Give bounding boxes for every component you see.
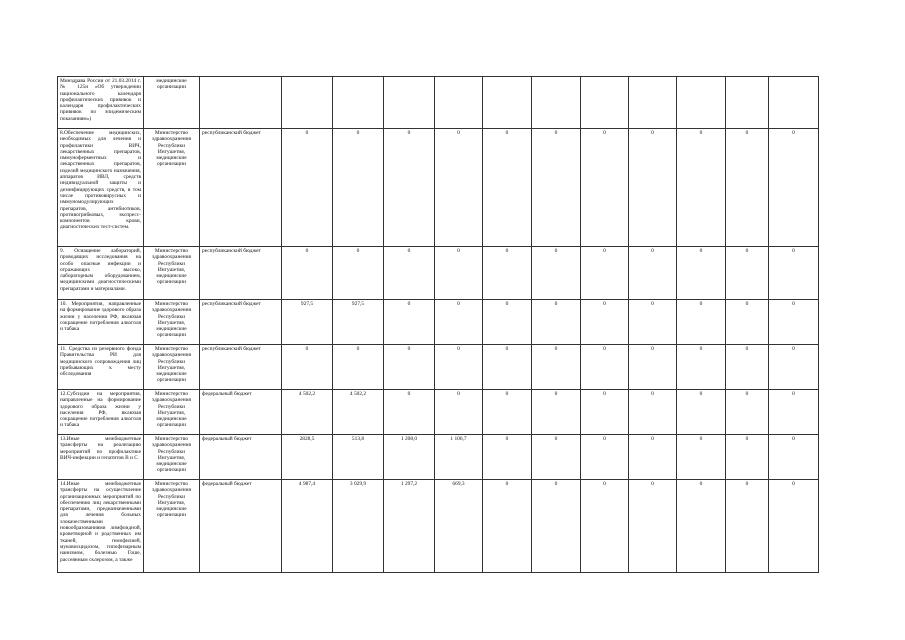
table-row: [58, 247, 819, 300]
value-cell: 1 297,2: [384, 480, 435, 573]
value-cell: 0: [532, 390, 581, 435]
value-cell: [677, 77, 726, 129]
value-cell: 4 987,4: [282, 480, 333, 573]
value-cell: 0: [333, 129, 384, 247]
value-cell: 0: [677, 247, 726, 300]
value-cell: 0: [532, 247, 581, 300]
funding-source-cell: федеральный бюджет: [200, 480, 282, 573]
value-cell: 0: [677, 480, 726, 573]
value-cell: 0: [384, 300, 435, 345]
executor-cell: Министерство здравоохранения Республики Ингушетия, медицинские организации: [144, 390, 200, 435]
funding-source-cell: республиканский бюджет: [200, 129, 282, 247]
value-cell: 0: [483, 300, 532, 345]
value-cell: 0: [532, 480, 581, 573]
table-row: [58, 300, 819, 345]
value-cell: 0: [629, 247, 677, 300]
value-cell: [629, 77, 677, 129]
funding-source-cell: федеральный бюджет: [200, 435, 282, 480]
value-cell: 2828,5: [282, 435, 333, 480]
value-cell: 0: [282, 345, 333, 390]
value-cell: 0: [726, 300, 769, 345]
table-row: [58, 480, 819, 573]
value-cell: [532, 77, 581, 129]
measure-description-cell: 9. Оснащение лабораторий, проводящих исследования на особо опасные инфекции и отражающих высоко, лабораторным оборудованием, медицинскими диагностическими препаратами и материалами.: [58, 247, 144, 300]
measure-description-cell: 14.Иные межбюджетные трансферты на осуществление организационных мероприятий по обеспечению лиц лекарственными препаратами, предназначенными для лечения больных злокачественными новообразованиями лимфоидной, кроветворной и родственных им тканей, гемофилией, муковисцидозом, гипофизарным нанизмом, болезнью Гоше, рассеянным склерозом, а также: [58, 480, 144, 573]
measure-description-cell: Минздрава России от 21.03.2014 г. № 125н «Об утверждении национального календаря профилактических прививок и календаря профилактических прививок по эпидемическим показаниям»): [58, 77, 144, 129]
value-cell: 0: [333, 247, 384, 300]
value-cell: 0: [435, 345, 483, 390]
value-cell: 0: [629, 345, 677, 390]
value-cell: 0: [629, 390, 677, 435]
value-cell: 927,5: [333, 300, 384, 345]
value-cell: 0: [769, 247, 819, 300]
value-cell: [333, 77, 384, 129]
value-cell: 0: [483, 129, 532, 247]
value-cell: 0: [333, 345, 384, 390]
table-row: [58, 435, 819, 480]
table-body: [58, 77, 819, 573]
value-cell: [769, 77, 819, 129]
value-cell: 0: [769, 345, 819, 390]
funding-source-cell: [200, 77, 282, 129]
value-cell: 4 502,2: [333, 390, 384, 435]
value-cell: 0: [435, 300, 483, 345]
value-cell: 0: [483, 247, 532, 300]
executor-cell: Министерство здравоохранения Республики Ингушетия, медицинские организации: [144, 435, 200, 480]
value-cell: 0: [532, 300, 581, 345]
value-cell: [384, 77, 435, 129]
value-cell: 0: [629, 300, 677, 345]
value-cell: 0: [769, 300, 819, 345]
value-cell: 0: [769, 390, 819, 435]
value-cell: 0: [532, 129, 581, 247]
value-cell: 0: [435, 390, 483, 435]
value-cell: 0: [677, 300, 726, 345]
value-cell: 0: [483, 435, 532, 480]
executor-cell: Министерство здравоохранения Республики Ингушетия, медицинские организации: [144, 480, 200, 573]
value-cell: 0: [384, 129, 435, 247]
value-cell: 0: [677, 435, 726, 480]
table-row: [58, 345, 819, 390]
value-cell: 0: [629, 129, 677, 247]
funding-source-cell: республиканский бюджет: [200, 300, 282, 345]
value-cell: 0: [769, 435, 819, 480]
funding-source-cell: федеральный бюджет: [200, 390, 282, 435]
value-cell: 3 029,9: [333, 480, 384, 573]
value-cell: [435, 77, 483, 129]
value-cell: 1 208,0: [384, 435, 435, 480]
value-cell: 0: [282, 129, 333, 247]
executor-cell: Министерство здравоохранения Республики Ингушетия, медицинские организации: [144, 129, 200, 247]
table-row: [58, 77, 819, 129]
value-cell: 0: [581, 480, 629, 573]
value-cell: 0: [384, 247, 435, 300]
value-cell: 0: [581, 129, 629, 247]
value-cell: 669,3: [435, 480, 483, 573]
funding-source-cell: республиканский бюджет: [200, 345, 282, 390]
value-cell: [581, 77, 629, 129]
value-cell: 0: [677, 390, 726, 435]
value-cell: 0: [629, 480, 677, 573]
value-cell: 0: [384, 345, 435, 390]
value-cell: 0: [769, 480, 819, 573]
value-cell: 0: [581, 300, 629, 345]
value-cell: 0: [581, 247, 629, 300]
value-cell: 0: [769, 129, 819, 247]
value-cell: 0: [435, 247, 483, 300]
value-cell: 0: [581, 345, 629, 390]
value-cell: 0: [677, 345, 726, 390]
value-cell: 927,5: [282, 300, 333, 345]
table-row: [58, 390, 819, 435]
value-cell: 0: [483, 345, 532, 390]
value-cell: [282, 77, 333, 129]
value-cell: 0: [435, 129, 483, 247]
value-cell: 0: [581, 435, 629, 480]
value-cell: 0: [483, 480, 532, 573]
value-cell: 0: [384, 390, 435, 435]
measure-description-cell: 10. Мероприятия, направленные на формирование здорового образа жизни у населения РФ, включая сокращение потребления алкоголя и табака: [58, 300, 144, 345]
value-cell: 0: [581, 390, 629, 435]
value-cell: 0: [726, 480, 769, 573]
executor-cell: Министерство здравоохранения Республики Ингушетия, медицинские организации: [144, 300, 200, 345]
executor-cell: Министерство здравоохранения Республики Ингушетия, медицинские организации: [144, 247, 200, 300]
value-cell: 0: [629, 435, 677, 480]
value-cell: [483, 77, 532, 129]
value-cell: [726, 77, 769, 129]
value-cell: 0: [726, 247, 769, 300]
table-row: [58, 129, 819, 247]
value-cell: 0: [483, 390, 532, 435]
funding-source-cell: республиканский бюджет: [200, 247, 282, 300]
measure-description-cell: 13.Иные межбюджетные трансферты на реализацию мероприятий по профилактике ВИЧ-инфекции и гепатитов В и С: [58, 435, 144, 480]
value-cell: 513,8: [333, 435, 384, 480]
value-cell: 0: [726, 435, 769, 480]
value-cell: 0: [282, 247, 333, 300]
budget-table: [57, 76, 819, 573]
executor-cell: Министерство здравоохранения Республики Ингушетия, медицинские организации: [144, 345, 200, 390]
value-cell: 0: [726, 345, 769, 390]
value-cell: 4 502,2: [282, 390, 333, 435]
value-cell: 0: [726, 129, 769, 247]
value-cell: 0: [532, 435, 581, 480]
measure-description-cell: 12.Субсидии на мероприятия, направленные на формирование здорового образа жизни у населения РФ, включая сокращение потребления алкоголя и табака: [58, 390, 144, 435]
value-cell: 0: [726, 390, 769, 435]
executor-cell: медицинские организации: [144, 77, 200, 129]
value-cell: 0: [677, 129, 726, 247]
value-cell: 1 106,7: [435, 435, 483, 480]
value-cell: 0: [532, 345, 581, 390]
measure-description-cell: 11. Средства из резервного фонда Правительства РИ для медицинского сопровождения лиц прибывающих к месту обследования: [58, 345, 144, 390]
measure-description-cell: 8.Обеспечение медицинских, необходимых для лечения и профилактики ВИЧ, лекарственных препаратов, иммуноферментных и лекарственных препаратов, изделий медицинского назначения, аппаратов ИВЛ, средств индивидуальной защиты и дезинфицирующих средств, в том числе противовирусных и иммуномодулирующих препаратов, антибиотиков, противогрибковых, экспресс-компонентов крови, диагностических тест-систем.: [58, 129, 144, 247]
